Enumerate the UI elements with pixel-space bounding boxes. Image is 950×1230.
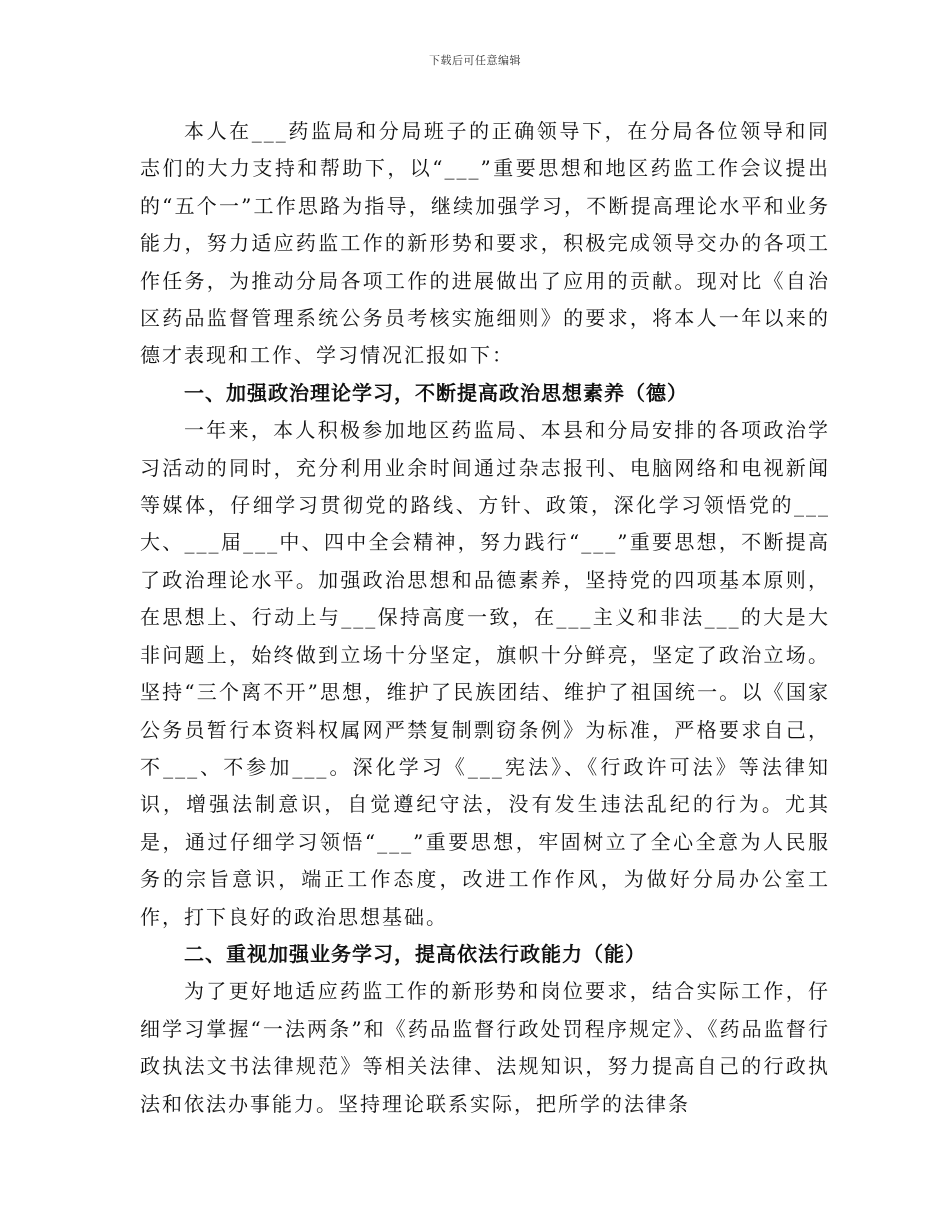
intro-paragraph: 本人在___药监局和分局班子的正确领导下，在分局各位领导和同志们的大力支持和帮助下，以“___”重要思想和地区药监工作会议提出的“五个一”工作思路为指导，继续加强学习，不断提高理论水平和业务能力，努力适应药监工作的新形势和要求，积极完成领导交办的各项工作任务，为推动分局各项工作的进展做出了应用的贡献。现对比《自治区药品监督管理系统公务员考核实施细则》的要求，将本人一年以来的德才表现和工作、学习情况汇报如下：: [140, 119, 830, 368]
section-1-paragraph: 一年来，本人积极参加地区药监局、本县和分局安排的各项政治学习活动的同时，充分利用业余时间通过杂志报刊、电脑网络和电视新闻等媒体，仔细学习贯彻党的路线、方针、政策，深化学习领悟党的___大、___届___中、四中全会精神，努力践行“___”重要思想，不断提高了政治理论水平。加强政治思想和品德素养，坚持党的四项基本原则，在思想上、行动上与___保持高度一致，在___主义和非法___的大是大非问题上，始终做到立场十分坚定，旗帜十分鲜亮，坚定了政治立场。坚持“三个离不开”思想，维护了民族团结、维护了祖国统一。以《国家公务员暂行本资料权属网严禁复制剽窃条例》为标准，严格要求自己，不___、不参加___。深化学习《___宪法》、《行政许可法》等法律知识，增强法制意识，自觉遵纪守法，没有发生违法乱纪的行为。尤其是，通过仔细学习领悟“___”重要思想，牢固树立了全心全意为人民服务的宗旨意识，端正工作态度，改进工作作风，为做好分局办公室工作，打下良好的政治思想基础。: [140, 418, 830, 929]
section-2-heading: 二、重视加强业务学习，提高依法行政能力（能）: [184, 941, 646, 966]
page-header: 下载后可任意编辑: [429, 54, 521, 67]
section-2-paragraph: 为了更好地适应药监工作的新形势和岗位要求，结合实际工作，仔细学习掌握“一法两条”和《药品监督行政处罚程序规定》、《药品监督行政执法文书法律规范》等相关法律、法规知识，努力提高自己的行政执法和依法办事能力。坚持理论联系实际，把所学的法律条: [140, 979, 830, 1116]
section-1-heading: 一、加强政治理论学习，不断提高政治思想素养（德）: [184, 380, 688, 405]
document-body: [140, 113, 830, 1123]
